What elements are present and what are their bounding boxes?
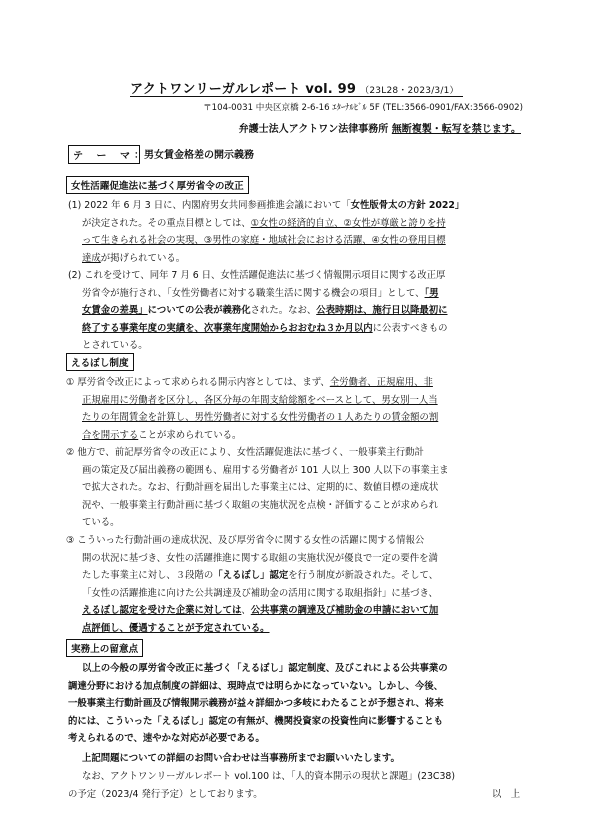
firm-name: 弁護士法人アクトワン法律事務所 [238,124,389,135]
bold-underlined-text: えるぼし認定を受けた企業に対しては [82,605,242,617]
text-line: 開の状況に基づき、女性の活躍推進に関する取組の実施状況が優良で一定の要件を満 [82,552,438,564]
paragraph-1-1 [68,197,464,267]
report-title [130,78,459,97]
theme-text: ：男女賃金格差の開示義務 [134,150,254,161]
text-span: 労省令が施行され、「女性労働者に対する職業生活に関する機会の項目」として、 [82,287,425,299]
text-line: ている。 [82,517,120,529]
bold-underlined-text: 女賃金の差異」 [82,305,148,317]
text-line: 考えられるので、速やかな対応が必要である。 [68,733,265,745]
paragraph-1-2 [68,267,448,355]
text-line: 況や、一般事業主行動計画に基づく取組の実施状況を点検・評価することが求められ [82,499,439,511]
bold-underlined-text: 公表時期は、施行日以降最初に [316,305,448,317]
text-span: された。なお、 [250,305,317,317]
underlined-text: 全労働者、正規雇用、非 [329,377,433,388]
bold-underlined-text: 点評価し、優遇することが予定されている。 [82,622,270,634]
bold-underlined-text: 「男 [424,287,439,299]
copyright-notice: 無断複製・転写を禁じます。 [391,124,521,135]
text-line: 的には、こういった「えるぼし」認定の有無が、機関投資家の投資性向に影響することも [68,715,444,727]
text-span: 、 [241,605,251,617]
underlined-text: って生きられる社会の実現、③男性の家庭・地域社会における活躍、④女性の登用目標 [82,235,446,247]
underlined-text: 正規雇用に労働者を区分し、各区分毎の年間支給総額をベースとして、男女別一人当 [82,394,438,406]
text-line: で拡大された。なお、行動計画を届出した事業主には、定期的に、数値目標の達成状 [82,482,439,494]
text-line: 一般事業主行動計画及び情報開示義務が益々詳細かつ多岐にわたることが予想され、将来 [68,698,444,710]
theme-label-box: テ ー マ [68,145,140,164]
report-issue-code: （23L28・2023/3/1） [360,86,459,96]
bold-text: 「えるぼし」認定 [213,570,289,582]
bold-underlined-text: 公共事業の調達及び補助金の申請において加 [250,605,439,617]
underlined-text: 達成 [82,252,101,264]
text-line: 調達分野における加点制度の詳細は、現時点では明らかになっていない。しかし、今後、 [68,680,444,692]
text-span: (1) 2022 年 6 月 3 日に、内閣府男女共同参画推進会議において「 [68,200,351,211]
text-line: 画の策定及び届出義務の範囲も、雇用する労働者が 101 人以上 300 人以下の事業主ま [82,464,449,476]
bold-text: についての公表が義務化 [147,305,251,317]
text-span: が決定された。その重点目標としては、 [82,217,251,229]
text-span: に公表すべきもの [372,322,448,334]
end-mark: 以 上 [492,789,521,800]
paragraph-3-1 [68,660,448,748]
text-line: ② 他方で、前記厚労省令の改正により、女性活躍促進法に基づく、一般事業主行動計 [66,447,424,458]
section-heading-eruboshi: えるぼし制度 [66,353,134,371]
text-span: を行う制度が新設された。そして、 [288,570,439,582]
report-title-text: アクトワンリーガルレポート vol. 99 [130,82,357,97]
text-line: ③ こういった行動計画の達成状況、及び厚労省令に関する女性の活躍に関する情報公 [66,535,425,546]
paragraph-2-2 [66,444,448,532]
paragraph-2-1 [66,374,438,444]
text-span: ことが求められている。 [138,429,242,441]
text-line: とされている。 [82,340,148,352]
section-heading-practical-notes: 実務上の留意点 [66,639,143,657]
firm-address: 〒104-0031 中央区京橋 2-6-16 ｴﾀｰﾅﾙﾋﾞﾙ 5F (TEL:3566-0901/FAX:3566-0902) [203,103,523,113]
bold-underlined-text: 終了する事業年度の実績を、次事業年度開始からおおむね３か月以内 [82,322,373,334]
text-line: 「女性の活躍推進に向けた公共調達及び補助金の活用に関する取組指針」に基づき、 [82,587,438,599]
text-line: 以上の今般の厚労省令改正に基づく「えるぼし」認定制度、及びこれによる公共事業の [82,663,448,674]
underlined-text: 合を開示する [82,429,139,441]
footer-contact: 上記問題についての詳細のお問い合わせは当事務所までお願いいたします。 [82,753,400,764]
text-span: たした事業主に対し、３段階の [82,570,214,582]
paragraph-2-3 [66,532,438,638]
title-underline [130,96,463,97]
policy-name: 女性版骨太の方針 2022」 [350,200,465,211]
text-span: が掲げられている。 [100,252,186,264]
text-line: (2) これを受けて、同年 7 月 6 日、女性活躍促進法に基づく情報開示項目に関する改正厚 [68,270,446,281]
text-span: ① 厚労省令改正によって求められる開示内容としては、まず、 [66,377,330,388]
footer-next-issue-date: の予定（2023/4 発行予定）としております。 [68,789,263,800]
footer-next-issue: なお、アクトワンリーガルレポート vol.100 は、「人的資本開示の現状と課題」(23C38) [82,771,456,782]
underlined-text: ①女性の経済的自立、②女性が尊厳と誇りを持 [250,217,446,229]
underlined-text: たりの年間賃金を計算し、男性労働者に対する女性労働者の１人あたりの賃金額の割 [82,412,439,424]
firm-line [239,120,521,135]
section-heading-law-revision: 女性活躍促進法に基づく厚労省令の改正 [66,176,249,194]
